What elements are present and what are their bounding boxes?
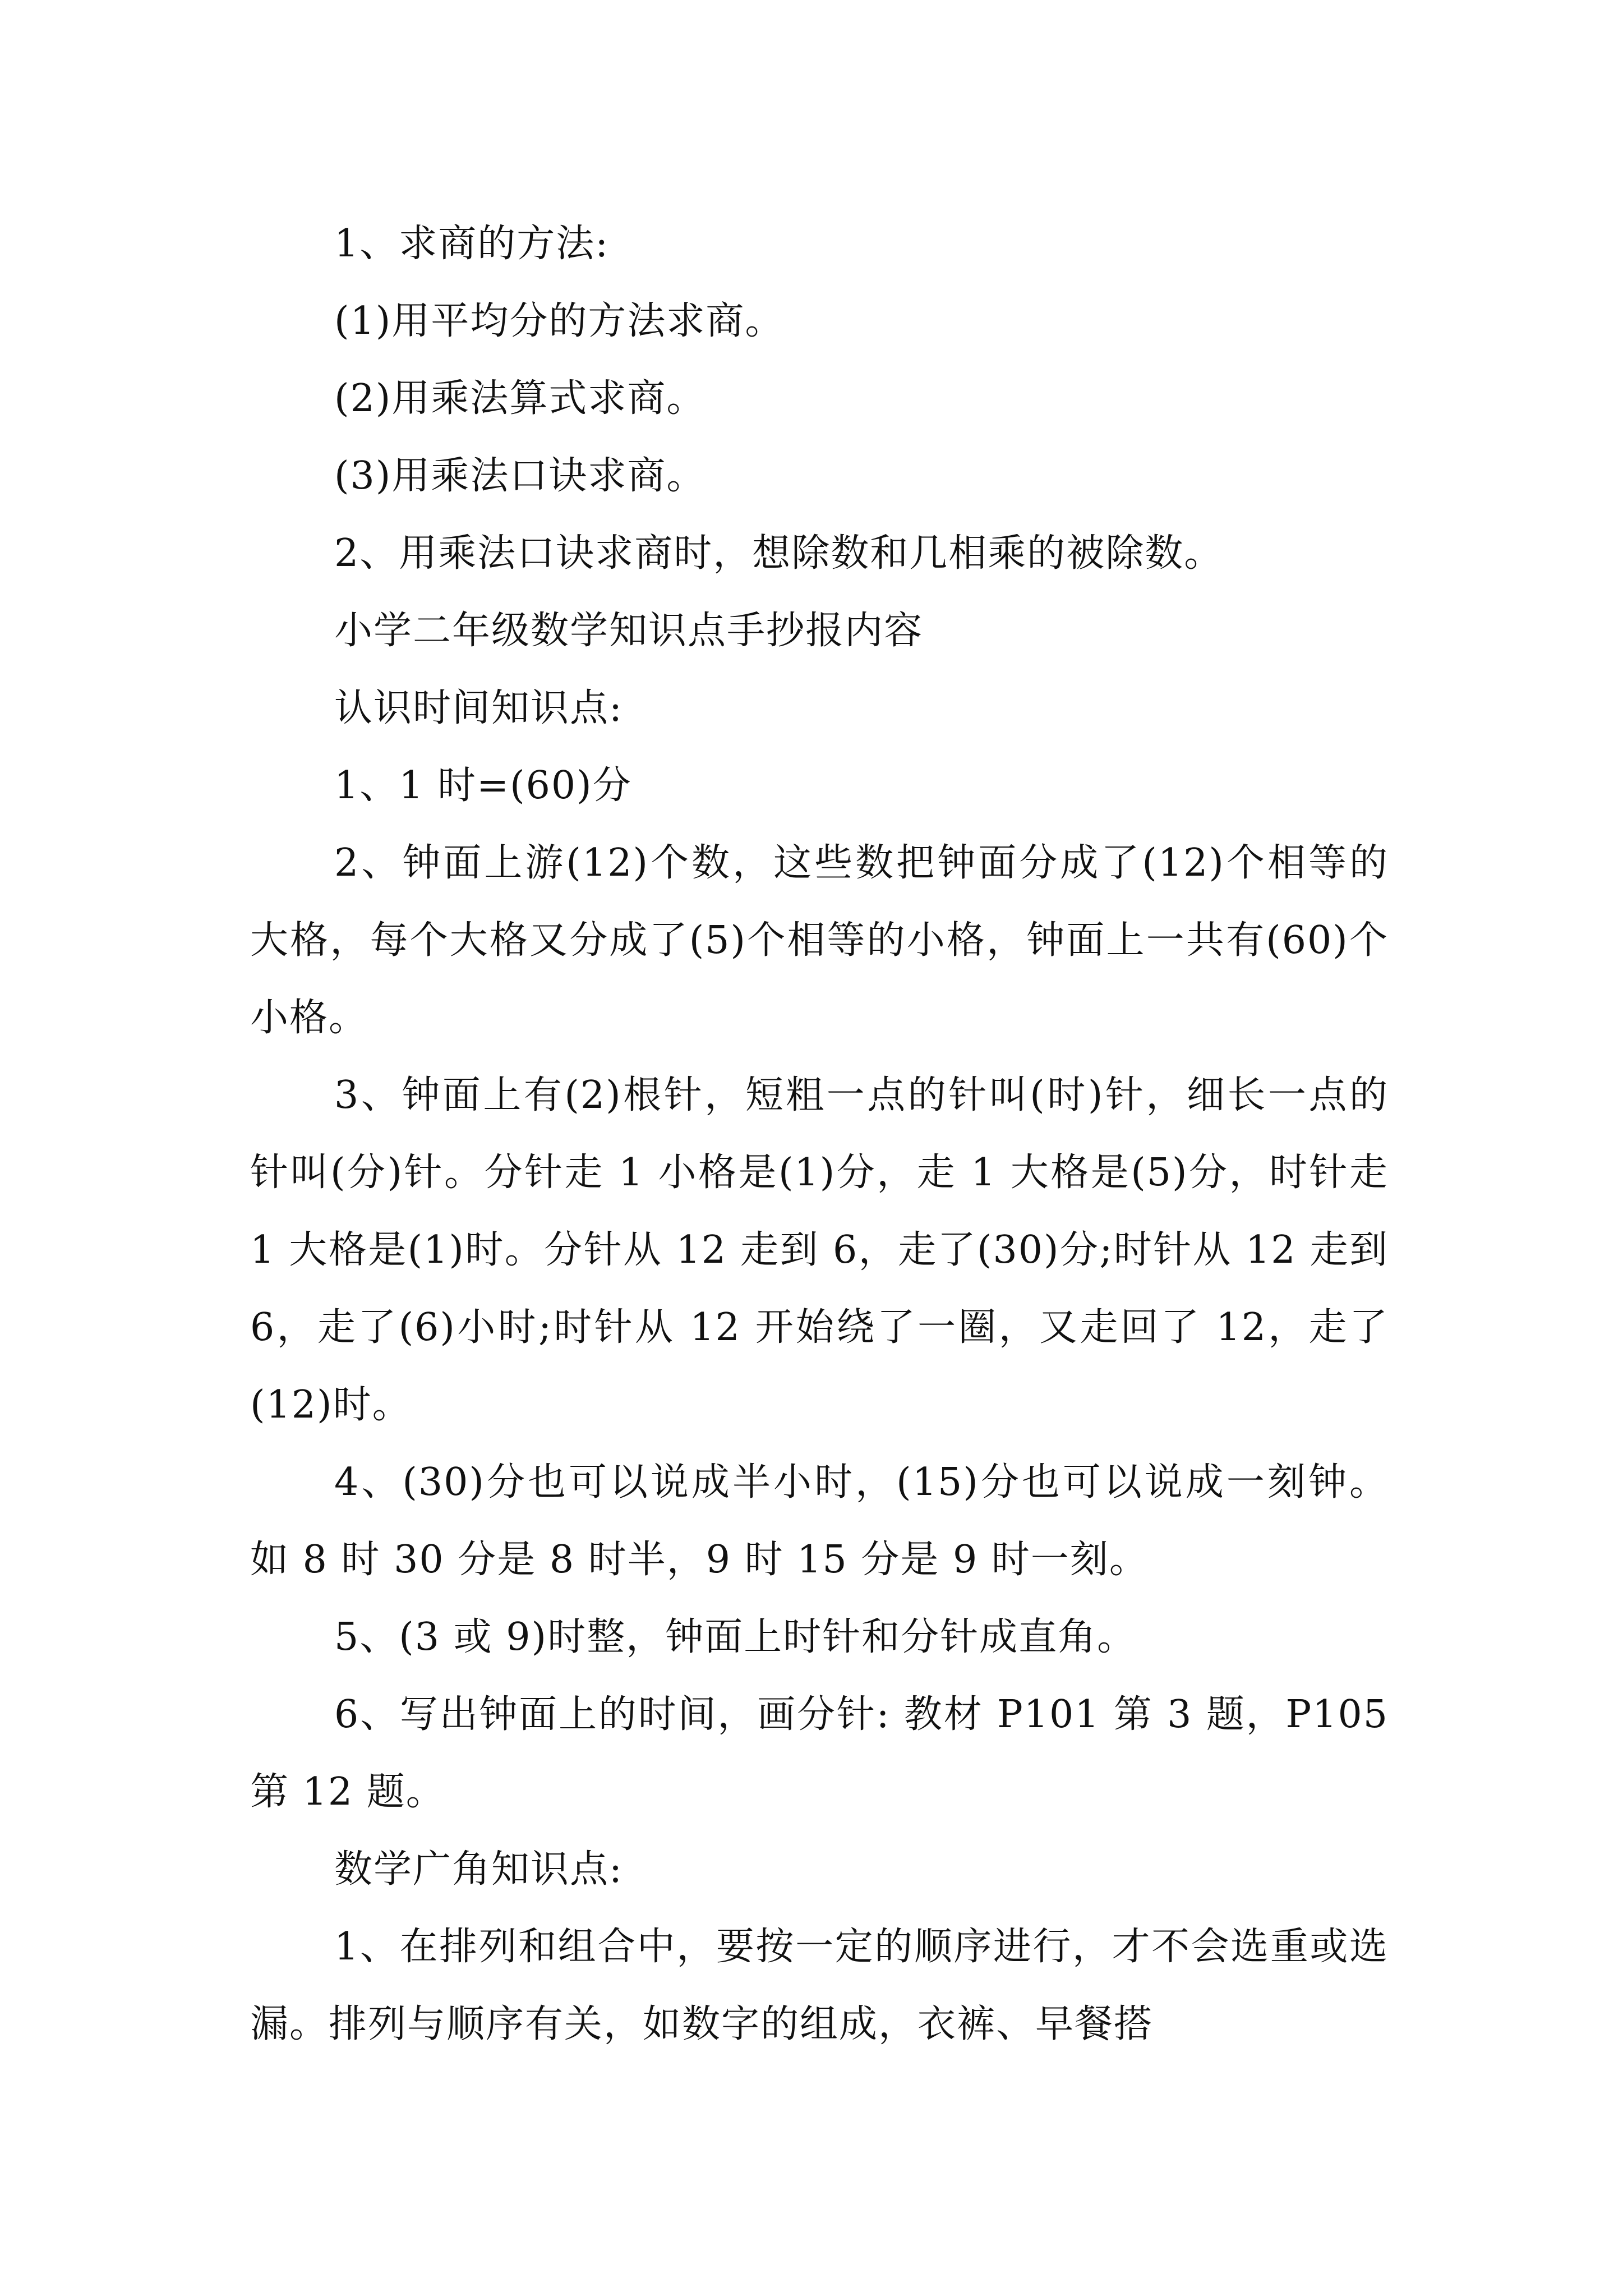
paragraph-time-6: 6、写出钟面上的时间，画分针: 教材 P101 第 3 题，P105 第 12 题。 <box>250 1692 1389 1814</box>
document-body <box>250 205 1389 2063</box>
paragraph-time-1: 1、1 时=(60)分 <box>334 763 632 808</box>
section-heading-time: 认识时间知识点: <box>334 686 623 730</box>
paragraph-math-corner-1: 1、在排列和组合中，要按一定的顺序进行，才不会选重或选漏。排列与顺序有关，如数字的组成，衣裤、早餐搭 <box>250 1925 1389 2046</box>
section-heading-math-corner: 数学广角知识点: <box>334 1847 623 1892</box>
paragraph-method-multiplication-table: (3)用乘法口诀求商。 <box>334 454 706 498</box>
section-title-handout: 小学二年级数学知识点手抄报内容 <box>334 609 924 653</box>
paragraph-method-multiplication-formula: (2)用乘法算式求商。 <box>334 376 706 421</box>
paragraph-time-3: 3、钟面上有(2)根针，短粗一点的针叫(时)针，细长一点的针叫(分)针。分针走 1 小格是(1)分，走 1 大格是(5)分，时针走 1 大格是(1)时。分针从 12 走到 6，走了(30)分;时针从 12 走到 6，走了(6)小时;时针从 12 开始绕了一圈，又走回了 12，走了(12)时。 <box>250 1073 1389 1427</box>
paragraph-quotient-methods-heading: 1、求商的方法: <box>334 222 610 266</box>
paragraph-method-average: (1)用平均分的方法求商。 <box>334 299 785 343</box>
paragraph-time-4: 4、(30)分也可以说成半小时，(15)分也可以说成一刻钟。如 8 时 30 分是 8 时半，9 时 15 分是 9 时一刻。 <box>250 1460 1389 1582</box>
paragraph-time-5: 5、(3 或 9)时整，钟面上时针和分针成直角。 <box>334 1615 1137 1659</box>
paragraph-time-2: 2、钟面上游(12)个数，这些数把钟面分成了(12)个相等的大格，每个大格又分成了(5)个相等的小格，钟面上一共有(60)个小格。 <box>250 841 1389 1040</box>
paragraph-quotient-tip: 2、用乘法口诀求商时，想除数和几相乘的被除数。 <box>334 531 1224 576</box>
